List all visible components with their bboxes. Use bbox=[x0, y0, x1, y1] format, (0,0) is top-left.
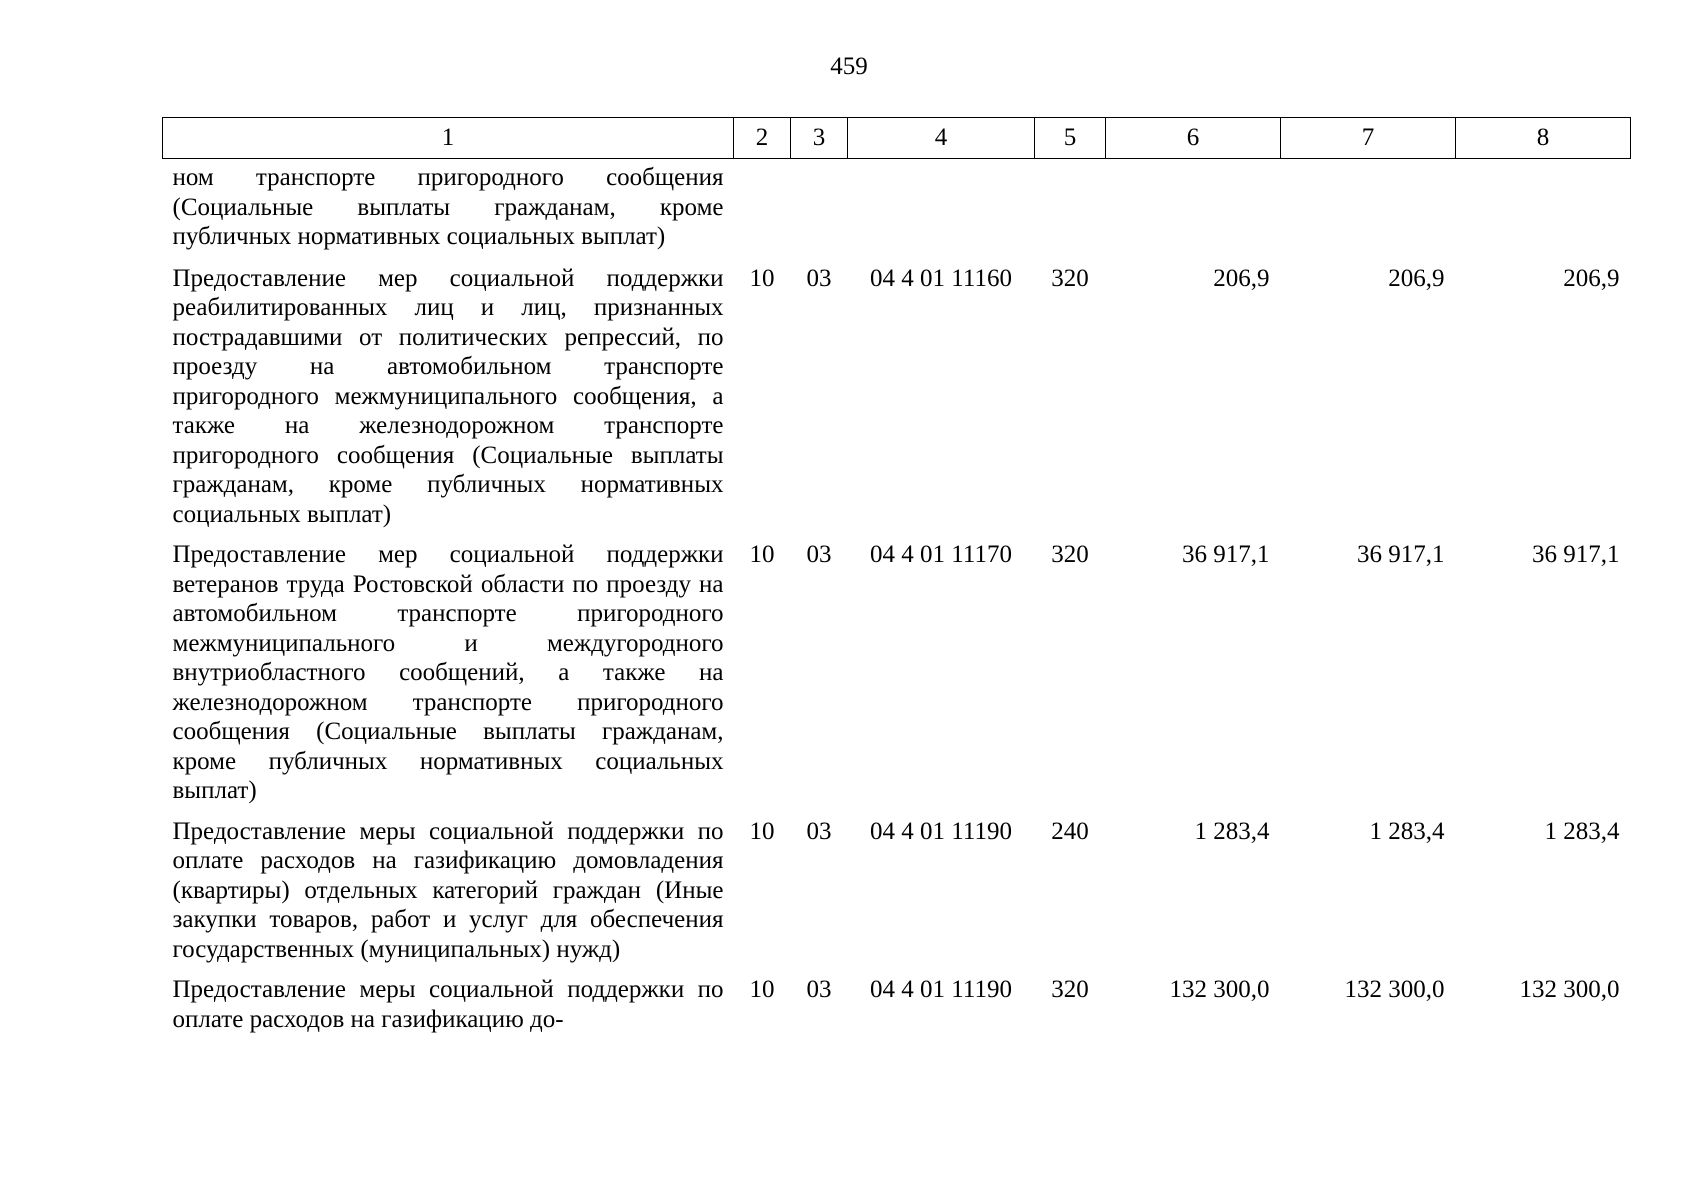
row-subsection bbox=[791, 159, 848, 264]
row-expense-type: 320 bbox=[1051, 264, 1089, 292]
column-header: 7 bbox=[1281, 118, 1456, 159]
row-section bbox=[734, 159, 791, 264]
row-expense-type: 240 bbox=[1051, 817, 1089, 845]
table-row bbox=[163, 264, 1631, 541]
column-header: 2 bbox=[734, 118, 791, 159]
column-header: 5 bbox=[1035, 118, 1106, 159]
table-row bbox=[163, 540, 1631, 817]
row-code: 04 4 01 11190 bbox=[870, 976, 1012, 1003]
row-value: 1 283,4 bbox=[1369, 817, 1445, 845]
row-value bbox=[1281, 159, 1456, 264]
row-subsection: 03 bbox=[806, 976, 832, 1003]
row-subsection: 03 bbox=[806, 541, 832, 568]
row-section: 10 bbox=[749, 817, 775, 845]
row-subsection: 03 bbox=[806, 264, 832, 292]
row-expense-type: 320 bbox=[1051, 541, 1089, 568]
row-code: 04 4 01 11160 bbox=[870, 264, 1012, 292]
column-header: 8 bbox=[1456, 118, 1631, 159]
table-row bbox=[163, 817, 1631, 976]
column-header: 1 bbox=[163, 118, 734, 159]
row-section: 10 bbox=[749, 264, 775, 292]
row-subsection: 03 bbox=[806, 817, 832, 845]
row-value: 206,9 bbox=[1563, 264, 1620, 292]
row-expense-type bbox=[1035, 159, 1106, 264]
row-value: 206,9 bbox=[1213, 264, 1270, 292]
column-header: 4 bbox=[848, 118, 1035, 159]
row-value: 36 917,1 bbox=[1182, 541, 1270, 568]
row-value: 132 300,0 bbox=[1169, 976, 1270, 1003]
row-code: 04 4 01 11190 bbox=[870, 817, 1012, 845]
row-description: Предоставление меры социальной поддержки по оплате расходов на газификацию до- bbox=[172, 976, 724, 1033]
table-row bbox=[163, 159, 1631, 264]
row-section: 10 bbox=[749, 541, 775, 568]
row-description: Предоставление меры социальной поддержки по оплате расходов на газификацию домовладения (квартиры) отдельных категорий граждан (Иные закупки товаров, работ и услуг для обеспечения государственных (муниципальных) нужд) bbox=[172, 817, 724, 963]
column-header: 6 bbox=[1106, 118, 1281, 159]
row-value bbox=[1106, 159, 1281, 264]
header-row bbox=[163, 118, 1631, 159]
row-description: ном транспорте пригородного сообщения (Социальные выплаты гражданам, кроме публичных нормативных социальных выплат) bbox=[172, 164, 724, 250]
row-code bbox=[848, 159, 1035, 264]
row-description: Предоставление мер социальной поддержки ветеранов труда Ростовской области по проезду на автомобильном транспорте пригородного межмуниципального и междугородного внутриобластного сообщений, а также на железнодорожном транспорте пригородного сообщения (Социальные выплаты гражданам, кроме публичных нормативных социальных выплат) bbox=[172, 541, 724, 804]
row-value: 1 283,4 bbox=[1194, 817, 1270, 845]
row-value: 1 283,4 bbox=[1544, 817, 1620, 845]
page-number: 459 bbox=[830, 53, 868, 80]
budget-table bbox=[162, 117, 1631, 1045]
row-value: 36 917,1 bbox=[1357, 541, 1445, 568]
column-header: 3 bbox=[791, 118, 848, 159]
row-code: 04 4 01 11170 bbox=[870, 541, 1012, 568]
row-value: 36 917,1 bbox=[1532, 541, 1620, 568]
row-section: 10 bbox=[749, 976, 775, 1003]
row-value: 132 300,0 bbox=[1344, 976, 1445, 1003]
row-value: 132 300,0 bbox=[1519, 976, 1620, 1003]
table-row bbox=[163, 975, 1631, 1045]
row-value bbox=[1456, 159, 1631, 264]
row-value: 206,9 bbox=[1388, 264, 1445, 292]
row-expense-type: 320 bbox=[1051, 976, 1089, 1003]
row-description: Предоставление мер социальной поддержки реабилитированных лиц и лиц, признанных пострадавшими от политических репрессий, по проезду на автомобильном транспорте пригородного межмуниципального сообщения, а также на железнодорожном транспорте пригородного сообщения (Социальные выплаты гражданам, кроме публичных нормативных социальных выплат) bbox=[172, 264, 724, 528]
